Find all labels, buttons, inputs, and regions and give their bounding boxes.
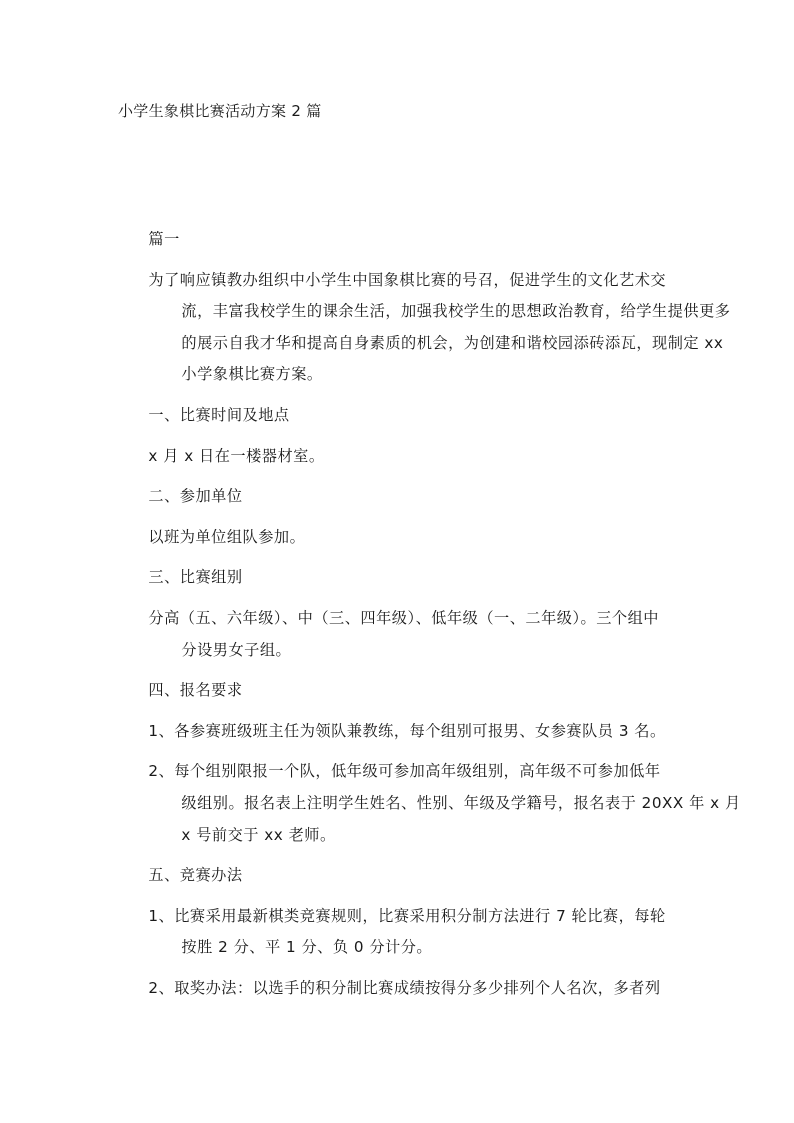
section-text-time-place: x 月 x 日在一楼器材室。 bbox=[148, 446, 325, 465]
intro-line: 小学象棋比赛方案。 bbox=[181, 365, 323, 384]
groups-line: 分高（五、六年级）、中（三、四年级）、低年级（一、二年级）。三个组中 bbox=[148, 608, 659, 627]
competition-line: 1、比赛采用最新棋类竞赛规则，比赛采用积分制方法进行 7 轮比赛，每轮 bbox=[148, 906, 666, 925]
document-title: 小学生象棋比赛活动方案 2 篇 bbox=[118, 102, 322, 120]
competition-line: 按胜 2 分、平 1 分、负 0 分计分。 bbox=[181, 938, 433, 957]
registration-item-2 bbox=[118, 756, 741, 851]
section-heading-competition: 五、竞赛办法 bbox=[148, 866, 243, 885]
intro-paragraph bbox=[118, 265, 731, 391]
registration-line: 2、每个组别限报一个队，低年级可参加高年级组别，高年级不可参加低年 bbox=[148, 762, 661, 781]
registration-item-1: 1、各参赛班级班主任为领队兼教练，每个组别可报男、女参赛队员 3 名。 bbox=[148, 721, 666, 740]
competition-item-1 bbox=[118, 901, 678, 964]
intro-line: 的展示自我才华和提高自身素质的机会，为创建和谐校园添砖添瓦，现制定 xx bbox=[181, 333, 724, 352]
intro-line: 流，丰富我校学生的课余生活，加强我校学生的思想政治教育，给学生提供更多 bbox=[181, 302, 731, 321]
intro-line: 为了响应镇教办组织中小学生中国象棋比赛的号召，促进学生的文化艺术交 bbox=[148, 270, 667, 289]
competition-item-2: 2、取奖办法：以选手的积分制比赛成绩按得分多少排列个人名次，多者列 bbox=[148, 978, 661, 997]
registration-line: 级组别。报名表上注明学生姓名、性别、年级及学籍号，报名表于 20XX 年 x 月 bbox=[181, 793, 741, 812]
section-heading-groups: 三、比赛组别 bbox=[148, 568, 243, 587]
document-body bbox=[118, 224, 741, 1004]
section-heading-registration: 四、报名要求 bbox=[148, 681, 243, 700]
section-text-groups bbox=[118, 603, 678, 666]
section-heading-time-place: 一、比赛时间及地点 bbox=[148, 405, 290, 424]
section-text-units: 以班为单位组队参加。 bbox=[148, 527, 306, 546]
registration-line: x 号前交于 xx 老师。 bbox=[181, 825, 336, 844]
section-heading-units: 二、参加单位 bbox=[148, 487, 243, 506]
groups-line: 分设男女子组。 bbox=[181, 640, 292, 659]
part-heading: 篇一 bbox=[148, 230, 180, 248]
